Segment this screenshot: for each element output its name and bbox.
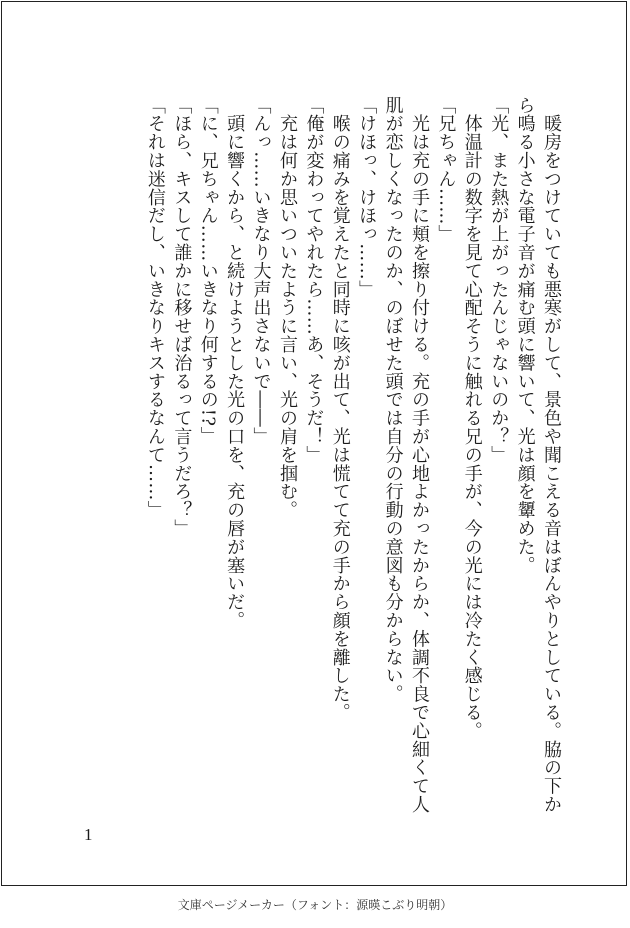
text-line: 体温計の数字を見て心配そうに触れる兄の手が、今の光には冷たく感じる。 [461, 96, 483, 740]
text-line: 「それは迷信だし、いきなりキスするなんて……」 [144, 96, 166, 520]
text-line: 「んっ……いきなり大声出さないで――」 [250, 96, 272, 446]
text-line: 頭に響くから、と続けようとした光の口を、充の唇が塞いだ。 [224, 96, 246, 630]
text-line: 肌が恋しくなったのか、のぼせた頭では自分の行動の意図も分からない。 [382, 96, 404, 704]
text-line: 充は何か思いついたように言い、光の肩を掴む。 [276, 96, 298, 520]
text-line: 光は充の手に頬を擦り付ける。充の手が心地よかったからか、体調不良で心細くて人 [408, 96, 430, 814]
book-page [1, 1, 627, 886]
text-line: 「俺が変わってやれたら……あ、そうだ！」 [303, 96, 325, 464]
text-line: 暖房をつけていても悪寒がして、景色や聞こえる音はぼんやりとしている。脇の下か [541, 96, 562, 814]
vertical-text-body [142, 96, 565, 814]
page-number: 1 [84, 825, 93, 844]
text-line: 「に、兄ちゃん……いきなり何するの!?」 [197, 96, 219, 445]
text-line: 喉の痛みを覚えたと同時に咳が出て、光は慌てて充の手から顔を離した。 [329, 96, 351, 722]
footer-caption: 文庫ページメーカー（フォント：源暎こぶり明朝） [177, 898, 453, 912]
text-line: ら鳴る小さな電子音が痛む頭に響いて、光は顔を顰めた。 [514, 96, 536, 575]
text-line: 「ほら、キスして誰かに移せば治るって言うだろ？」 [171, 96, 193, 538]
text-line: 「けほっ、けほっ……」 [356, 96, 378, 299]
text-line: 「光、また熱が上がったんじゃないのか？」 [488, 96, 510, 464]
text-line: 「兄ちゃん……」 [435, 96, 457, 244]
